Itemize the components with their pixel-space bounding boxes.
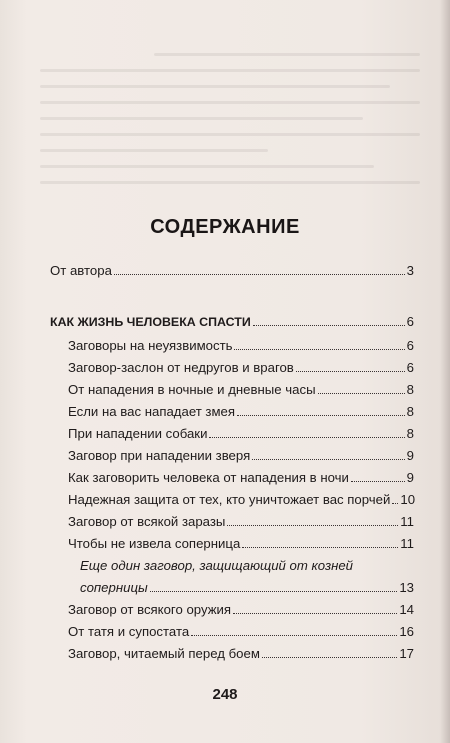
toc-entry-label: При нападении собаки <box>68 426 208 441</box>
leader-dots <box>233 613 397 614</box>
toc-entry-page: 9 <box>406 448 414 463</box>
toc-entry-label: Заговор от всякой заразы <box>68 514 226 529</box>
toc-entry-label: Как заговорить человека от нападения в ночи <box>68 470 349 485</box>
toc-entry[interactable] <box>68 646 414 662</box>
leader-dots <box>262 657 397 658</box>
toc-entry-label: Надежная защита от тех, кто уничтожает вас порчей <box>68 492 391 507</box>
toc-entry-page: 6 <box>406 338 414 353</box>
toc-entry-page: 3 <box>406 263 414 278</box>
toc-entry-page: 6 <box>406 360 414 375</box>
toc-entry[interactable] <box>68 382 414 398</box>
toc-entry[interactable] <box>68 360 414 376</box>
page-title: СОДЕРЖАНИЕ <box>150 216 300 238</box>
toc-entry[interactable] <box>68 624 414 640</box>
leader-dots <box>114 274 405 275</box>
toc-entry[interactable] <box>50 263 414 279</box>
toc-entry-page: 8 <box>406 404 414 419</box>
toc-entry[interactable] <box>68 426 414 442</box>
leader-dots <box>318 393 405 394</box>
toc-entry-page: 10 <box>400 492 416 507</box>
toc-entry[interactable] <box>68 492 414 508</box>
toc-entry-label: От татя и супостата <box>68 624 190 639</box>
page-number: 248 <box>212 686 238 703</box>
toc-entry-label: От нападения в ночные и дневные часы <box>68 382 316 397</box>
toc-entry-page: 11 <box>400 514 414 529</box>
toc-entry-page: 13 <box>399 580 414 595</box>
toc-entry-page: 6 <box>406 314 414 329</box>
toc-entry[interactable] <box>68 448 414 464</box>
toc-entry-page: 8 <box>406 382 414 397</box>
toc-entry[interactable] <box>68 404 414 420</box>
toc-entry-page: 14 <box>399 602 414 617</box>
leader-dots <box>252 459 404 460</box>
leader-dots <box>253 325 405 326</box>
toc-entry-label: От автора <box>50 263 112 278</box>
leader-dots <box>209 437 404 438</box>
leader-dots <box>237 415 405 416</box>
toc-entry[interactable] <box>68 536 414 552</box>
leader-dots <box>150 591 398 592</box>
leader-dots <box>227 525 398 526</box>
toc-entry-label: Заговор, читаемый перед боем <box>68 646 260 661</box>
leader-dots <box>242 547 398 548</box>
toc-entry-label: Заговор от всякого оружия <box>68 602 232 617</box>
toc-entry[interactable] <box>68 470 414 486</box>
toc-entry-label: Заговоры на неуязвимость <box>68 338 233 353</box>
leader-dots <box>392 503 398 504</box>
leader-dots <box>351 481 405 482</box>
toc-subentry[interactable] <box>80 580 414 596</box>
toc-entry-page: 8 <box>406 426 414 441</box>
bleed-through-text <box>40 40 420 190</box>
page-spine-shadow <box>440 0 450 743</box>
toc-section[interactable] <box>50 314 414 330</box>
toc-entry[interactable] <box>68 514 414 530</box>
toc-section-label: КАК ЖИЗНЬ ЧЕЛОВЕКА СПАСТИ <box>50 315 251 329</box>
toc-entry-page: 9 <box>406 470 414 485</box>
toc-entry-label: соперницы <box>80 580 148 595</box>
toc-entry-page: 17 <box>399 646 414 661</box>
toc-entry-label: Заговор-заслон от недругов и врагов <box>68 360 294 375</box>
leader-dots <box>296 371 405 372</box>
toc-entry[interactable] <box>68 602 414 618</box>
toc-entry-page: 11 <box>400 536 414 551</box>
toc-entry-label: Если на вас нападает змея <box>68 404 236 419</box>
toc-entry-label: Чтобы не извела соперница <box>68 536 241 551</box>
toc-entry-label: Заговор при нападении зверя <box>68 448 251 463</box>
toc-entry[interactable] <box>68 338 414 354</box>
toc-subentry-first-line[interactable]: Еще один заговор, защищающий от козней <box>80 558 353 573</box>
leader-dots <box>234 349 404 350</box>
leader-dots <box>191 635 397 636</box>
toc-entry-page: 16 <box>399 624 414 639</box>
